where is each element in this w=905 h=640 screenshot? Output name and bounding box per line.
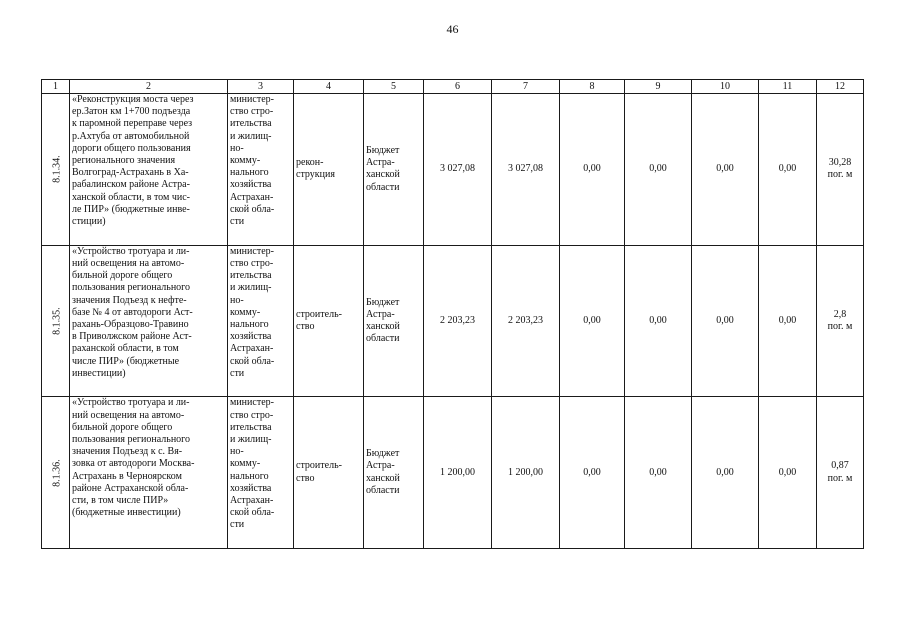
- object-name-cell: «Устройство тротуара и ли- ний освещения на автомо- бильной дороге общего пользования регионального значения Подъезд к с. Вя- зовка от автодороги Москва- Астрахань в Черноярском районе Астраханской обла- сти, в том числе ПИР» (бюджетные инвестиции): [70, 397, 228, 549]
- header-cell: 4: [294, 80, 364, 94]
- value-cell: 2 203,23: [492, 245, 560, 397]
- value-cell: 0,00: [625, 94, 692, 246]
- value-cell: 2 203,23: [424, 245, 492, 397]
- value-cell: 0,00: [560, 397, 625, 549]
- value-cell: 1 200,00: [492, 397, 560, 549]
- value-cell: 0,00: [625, 397, 692, 549]
- funding-source-cell: Бюджет Астра- ханской области: [364, 245, 424, 397]
- responsible-org-cell: министер- ство стро- ительства и жилищ- но- комму- нального хозяйства Астрахан- ской обла- сти: [228, 94, 294, 246]
- capacity-cell: 0,87 пог. м: [817, 397, 864, 549]
- header-cell: 11: [759, 80, 817, 94]
- investment-table: [41, 79, 864, 549]
- table-row: [42, 94, 864, 246]
- row-number-cell: [42, 245, 70, 397]
- table-header-row: [42, 80, 864, 94]
- responsible-org-cell: министер- ство стро- ительства и жилищ- но- комму- нального хозяйства Астрахан- ской обла- сти: [228, 397, 294, 549]
- capacity-cell: 2,8 пог. м: [817, 245, 864, 397]
- header-cell: 10: [692, 80, 759, 94]
- header-cell: 2: [70, 80, 228, 94]
- capacity-cell: 30,28 пог. м: [817, 94, 864, 246]
- row-number-cell: [42, 94, 70, 246]
- value-cell: 3 027,08: [492, 94, 560, 246]
- header-cell: 6: [424, 80, 492, 94]
- value-cell: 0,00: [560, 94, 625, 246]
- table-row: [42, 397, 864, 549]
- value-cell: 0,00: [692, 94, 759, 246]
- value-cell: 0,00: [759, 397, 817, 549]
- value-cell: 0,00: [625, 245, 692, 397]
- funding-source-cell: Бюджет Астра- ханской области: [364, 94, 424, 246]
- row-number: 8.1.34.: [51, 155, 63, 184]
- header-cell: 1: [42, 80, 70, 94]
- table-row: [42, 245, 864, 397]
- row-number-cell: [42, 397, 70, 549]
- value-cell: 0,00: [692, 397, 759, 549]
- header-cell: 9: [625, 80, 692, 94]
- header-cell: 3: [228, 80, 294, 94]
- row-number: 8.1.35.: [51, 307, 63, 335]
- value-cell: 3 027,08: [424, 94, 492, 246]
- value-cell: 1 200,00: [424, 397, 492, 549]
- work-type-cell: строитель- ство: [294, 397, 364, 549]
- value-cell: 0,00: [759, 94, 817, 246]
- value-cell: 0,00: [692, 245, 759, 397]
- header-cell: 5: [364, 80, 424, 94]
- page-number: 46: [446, 22, 459, 36]
- header-cell: 8: [560, 80, 625, 94]
- object-name-cell: «Устройство тротуара и ли- ний освещения на автомо- бильной дороге общего пользования регионального значения Подъезд к нефте- базе № 4 от автодороги Аст- рахань-Образцово-Травино в Приволжском районе Аст- раханской области, в том числе ПИР» (бюджетные инвестиции): [70, 245, 228, 397]
- header-cell: 12: [817, 80, 864, 94]
- value-cell: 0,00: [759, 245, 817, 397]
- funding-source-cell: Бюджет Астра- ханской области: [364, 397, 424, 549]
- object-name-cell: «Реконструкция моста через ер.Затон км 1+700 подъезда к паромной переправе через р.Ахтуба от автомобильной дороги общего пользования регионального значения Волгоград-Астрахань в Ха- рабалинском районе Астра- ханской области, в том чис- ле ПИР» (бюджетные инве- стиции): [70, 94, 228, 246]
- value-cell: 0,00: [560, 245, 625, 397]
- work-type-cell: строитель- ство: [294, 245, 364, 397]
- header-cell: 7: [492, 80, 560, 94]
- work-type-cell: рекон- струкция: [294, 94, 364, 246]
- row-number: 8.1.36.: [51, 458, 63, 487]
- responsible-org-cell: министер- ство стро- ительства и жилищ- но- комму- нального хозяйства Астрахан- ской обла- сти: [228, 245, 294, 397]
